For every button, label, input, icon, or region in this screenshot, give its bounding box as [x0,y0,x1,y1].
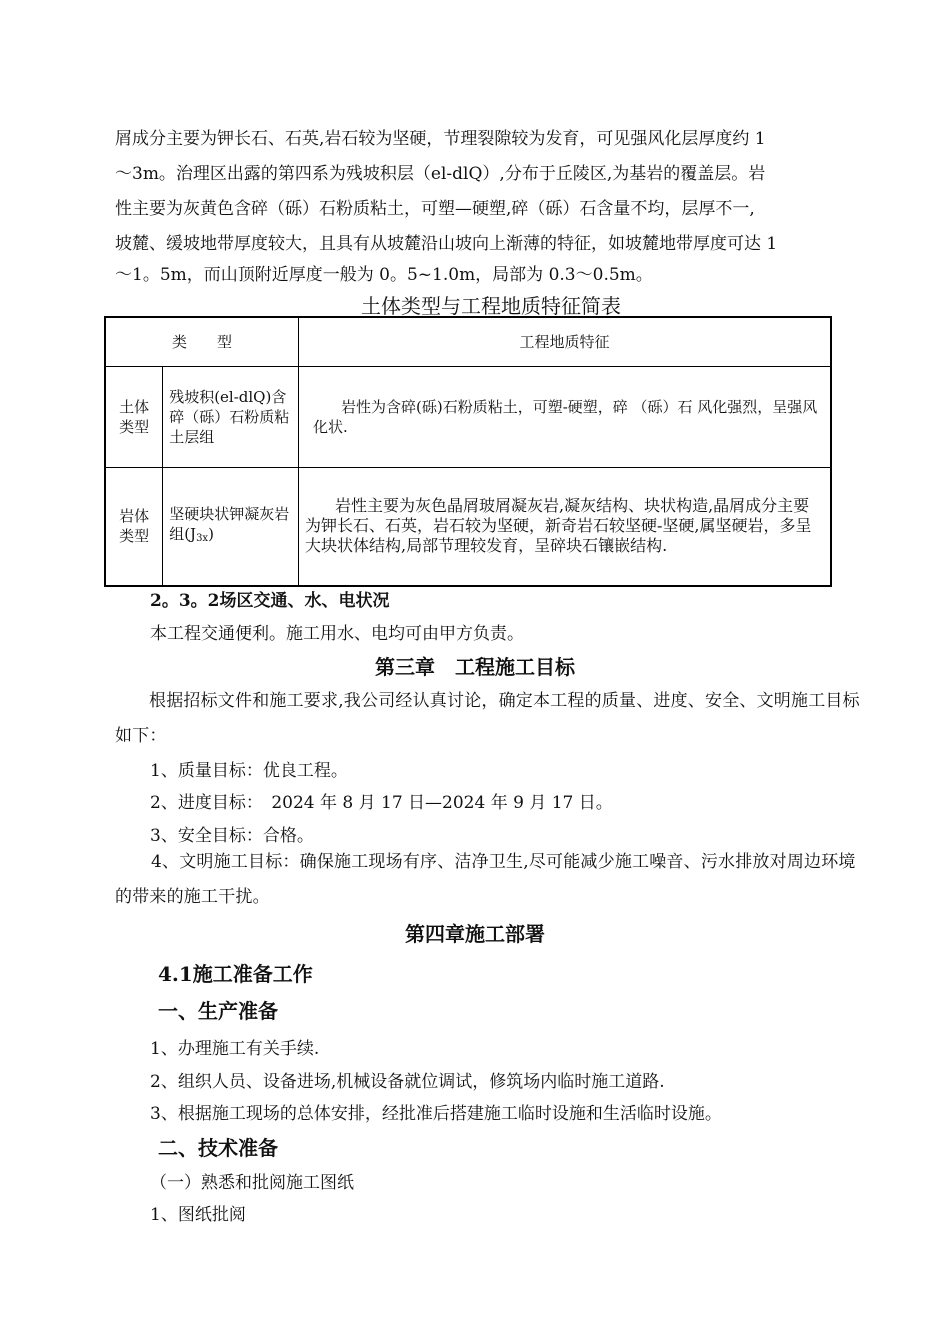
production-item-1: 1、办理施工有关手续. [150,1039,320,1059]
chapter3-item-2: 2、进度目标： 2024 年 8 月 17 日—2024 年 9 月 17 日。 [150,793,613,813]
row1-name: 残坡积(el-dlQ)含碎（砾）石粉质粘土层组 [163,367,299,468]
header-features: 工程地质特征 [299,317,832,367]
intro-line-2: ～3m。治理区出露的第四系为残坡积层（el-dlQ）,分布于丘陵区,为基岩的覆盖层。岩 [115,164,766,184]
intro-line-4: 坡麓、缓坡地带厚度较大，且具有从坡麓沿山坡向上渐薄的特征，如坡麓地带厚度可达 1 [115,234,778,254]
production-item-3: 3、根据施工现场的总体安排，经批准后搭建施工临时设施和生活临时设施。 [150,1104,722,1124]
chapter3-item-4: 4、文明施工目标：确保施工现场有序、洁净卫生,尽可能减少施工噪音、污水排放对周边环境的带来的施工干扰。 [115,852,856,907]
production-prep-heading: 一、生产准备 [158,999,278,1023]
table-row [105,468,831,586]
section-232-heading: 2。3。2场区交通、水、电状况 [150,591,390,611]
row2-features: 岩性主要为灰色晶屑玻屑凝灰岩,凝灰结构、块状构造,晶屑成分主要为钾长石、石英，岩石较为坚硬，新奇岩石较坚硬-坚硬,属坚硬岩，多呈大块状体结构,局部节理较发育，呈碎块石镶嵌结构. [299,468,832,586]
section-41-heading: 4.1施工准备工作 [158,962,313,986]
chapter3-title: 第三章 工程施工目标 [375,655,575,679]
row1-features: 岩性为含碎(砾)石粉质粘土，可塑-硬塑，碎 （砾）石 风化强烈，呈强风化状. [299,367,832,468]
chapter3-item-1: 1、质量目标：优良工程。 [150,761,348,781]
row2-name-subscript: 3x [196,532,209,544]
row2-name-suffix: ) [208,524,214,543]
chapter4-title: 第四章施工部署 [405,922,545,946]
row1-category: 土体类型 [105,367,163,468]
chapter3-intro: 根据招标文件和施工要求,我公司经认真讨论，确定本工程的质量、进度、安全、文明施工目标如下： [115,691,860,746]
row2-name-prefix: 坚硬块状钾凝灰岩组(J [169,504,290,543]
row2-category: 岩体类型 [105,468,163,586]
technical-item-2: 1、图纸批阅 [150,1205,246,1225]
intro-line-1: 屑成分主要为钾长石、石英,岩石较为坚硬，节理裂隙较为发育，可见强风化层厚度约 1 [115,129,766,149]
intro-line-5: ～1。5m，而山顶附近厚度一般为 0。5~1.0m，局部为 0.3～0.5m。 [115,265,653,285]
row2-name [163,468,299,586]
section-232-text: 本工程交通便利。施工用水、电均可由甲方负责。 [150,624,524,644]
header-type: 类 型 [105,317,299,367]
table-header-row [105,317,831,367]
geology-table [104,316,832,587]
intro-line-3: 性主要为灰黄色含碎（砾）石粉质粘土，可塑—硬塑,碎（砾）石含量不均，层厚不一, [115,199,755,219]
technical-prep-heading: 二、技术准备 [158,1136,278,1160]
table-row [105,367,831,468]
production-item-2: 2、组织人员、设备进场,机械设备就位调试，修筑场内临时施工道路. [150,1072,665,1092]
chapter3-item-3: 3、安全目标：合格。 [150,826,314,846]
table-title: 土体类型与工程地质特征简表 [361,294,621,318]
technical-item-1: （一）熟悉和批阅施工图纸 [150,1173,354,1193]
